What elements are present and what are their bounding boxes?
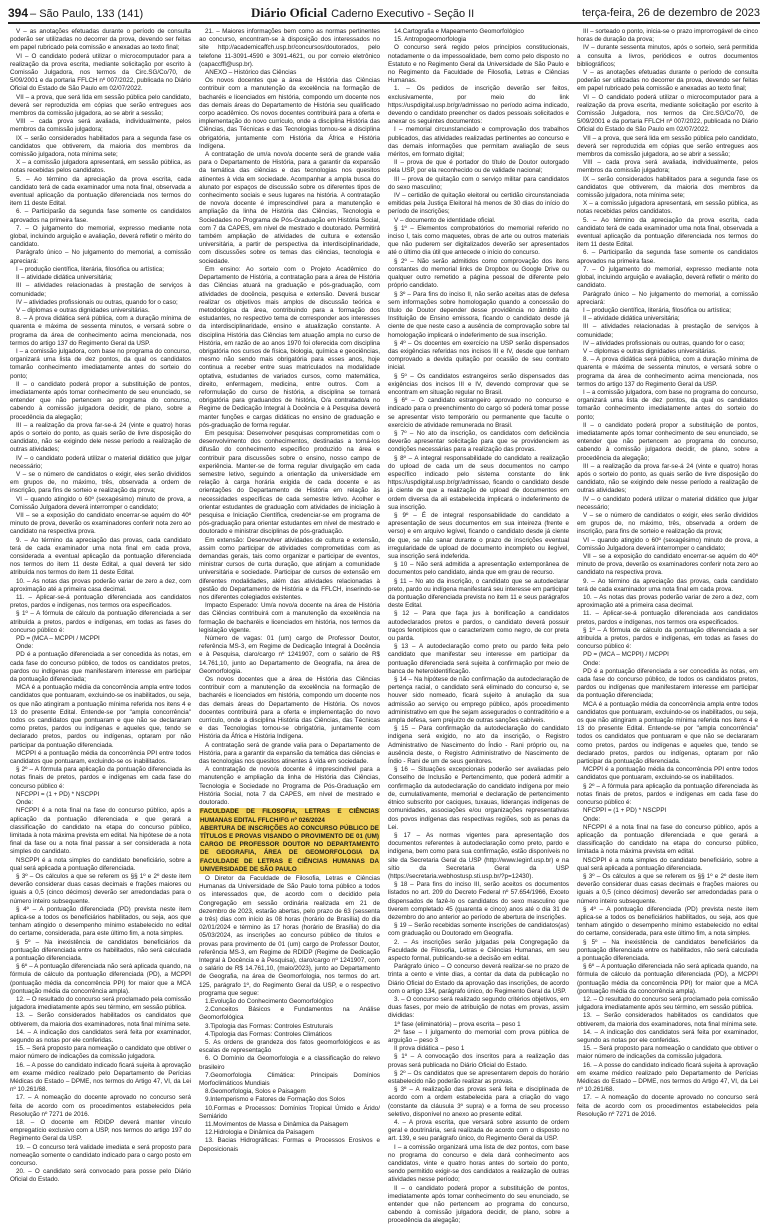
paragraph: 10.Formas e Processos: Domínios Tropical Úmido e Árido/ Semiárido	[199, 1104, 380, 1120]
paragraph: 13. – Serão considerados habilitados os candidatos que obtiverem, da maioria dos examinadores, nota final mínima sete.	[10, 1012, 191, 1028]
paragraph: NFCPPI é a nota final na fase do concurso público, após a aplicação da pontuação diferenciada e que gerará a classificação do candidato na etapa do concurso público, limitada à nota máxima prevista em edital.	[577, 823, 758, 856]
paragraph: ABERTURA DE INSCRIÇÕES AO CONCURSO PÚBLICO DE TÍTULOS E PROVAS VISANDO O PROVIMENTO DE 01 (UM) CARGO DE PROFESSOR DOUTOR NO DEPARTAMENTO DE GEOGRAFIA, ÁREA DE GEOMORFOLOGIA DA FACULDADE DE LETRAS E CIÊNCIAS HUMANAS DA UNIVERSIDADE DE SÃO PAULO	[200, 824, 379, 873]
paragraph: PD = (MCA – MCPPI) / MCPPI	[583, 651, 669, 659]
paragraph: V – as anotações efetuadas durante o período de consulta poderão ser utilizadas no decorrer da prova, devendo ser feitas em papel rubricado pela comissão e anexadas ao texto final;	[10, 28, 191, 52]
paragraph: MCA é a pontuação média da concorrência ampla entre todos candidatos que pontuaram, excluindo-se os inabilitados, ou seja, os que não atingiram a pontuação mínima referida nos itens 4 e 13 do presente Edital. Entende-se por "ampla concorrência" todos os candidatos que pontuaram e que não se declararam como pretos, pardos ou indígenas e aqueles que, tendo se declarado pretos, pardos ou indígenas, optaram por não participar da pontuação diferenciada.	[10, 684, 191, 749]
paragraph: IV – certidão de quitação eleitoral ou certidão circunstanciada emitidas pela Justiça Eleitoral há menos de 30 dias do início do período de inscrições;	[388, 192, 569, 216]
paragraph: 17. – A nomeação do docente aprovado no concurso será feita de acordo com os procedimentos estabelecidos pela Resolução nº 7271 de 2016.	[10, 1094, 191, 1118]
paragraph: ANEXO – Histórico das Ciências	[205, 69, 297, 77]
paragraph: I – memorial circunstanciado e comprovação dos trabalhos publicados, das atividades realizadas pertinentes ao concurso e das demais informações que permitam avaliação de seus méritos, em formato digital;	[388, 126, 569, 159]
paragraph: 14. – A indicação dos candidatos será feita por examinador, segundo as notas por ele conferidas.	[577, 1028, 758, 1044]
paragraph: 16. – A posse do candidato indicado ficará sujeita à aprovação em exame médico realizado pelo Departamento de Perícias Médicas do Estado – DPME, nos termos do Artigo 47, VI, da Lei nº 10.261/68.	[577, 1061, 758, 1094]
paragraph: § 3º – Os cálculos a que se referem os §§ 1º e 2º deste item deverão considerar duas casas decimais e frações maiores ou iguais a 0,5 (cinco décimos) deverão ser arredondadas para o número inteiro subsequente.	[10, 872, 191, 905]
header-location: – São Paulo, 133 (141)	[30, 8, 144, 20]
paragraph: PD é a pontuação diferenciada a ser concedida às notas, em cada fase do concurso público, de todos os candidatos pretos, pardos ou indígenas que manifestarem interesse em participar da pontuação diferenciada;	[10, 651, 191, 684]
paragraph: X – a comissão julgadora apresentará, em sessão pública, as notas recebidas pelos candidatos.	[10, 159, 191, 175]
paragraph: 2.Conceitos Básicos e Fundamentos na Análise Geomorfológica	[199, 1006, 380, 1022]
paragraph: § 6º – A pontuação diferenciada não será aplicada quando, na fórmula de cálculo da pontuação diferenciada (PD), a MCPPI (pontuação média da concorrência PPI) for maior que a MCA (pontuação média da concorrência ampla).	[577, 963, 758, 995]
paragraph: § 17 – As normas vigentes para apresentação dos documentos referentes à autodeclaração como preto, pardo e indígena, bem como para sua confirmação, estão disponíveis no site da Secretaria Geral da USP (http://www.leginf.usp.br) e na sítio da Secretaria Geral da USP (https://secretaria.webhostusp.sti.usp.br/?p=12430).	[388, 831, 569, 880]
paragraph: § 16 – Situações excepcionais poderão ser avaliadas pelo Conselho de Inclusão e Pertencimento, que poderá admitir a confirmação da autodeclaração do candidato indígena por meio de, cumulativamente, memorial e declaração de pertencimento étnico subscrito por caciques, tuxauas, lideranças indígenas de comunidades, associações e/ou organizações representativas dos povos indígenas das respectivas regiões, sob as penas da Lei.	[388, 766, 569, 831]
paragraph: Onde:	[16, 643, 34, 651]
paragraph: VI – O candidato poderá utilizar o microcomputador para a realização da prova escrita, mediante solicitação por escrito à Comissão Julgadora, nos termos da Circ.SG/Co/70, de 5/09/2001 e da portaria FFLCH nº 007/2022, publicada no Diário Oficial do Estado de São Paulo em 02/07/2022.	[577, 93, 758, 134]
paragraph: 19. – O concurso terá validade imediata e será proposto para nomeação somente o candidato indicado para o cargo posto em concurso.	[10, 1143, 191, 1168]
paragraph: MCA é a pontuação média da concorrência ampla entre todos candidatos que pontuaram, excluindo-se os inabilitados, ou seja, os que não atingiram a pontuação mínima referida nos itens 4 e 13 do presente Edital. Entende-se por "ampla concorrência" todos os candidatos que pontuaram e que não se declararam como pretos, pardos ou indígenas e aqueles que, tendo se declarado pretos, pardos ou indígenas, optaram por não participar da pontuação diferenciada.	[577, 700, 758, 766]
paragraph: 6. – Participarão da segunda fase somente os candidatos aprovados na primeira fase.	[577, 249, 758, 265]
paragraph: FACULDADE DE FILOSOFIA, LETRAS E CIÊNCIAS HUMANAS EDITAL FFLCH/FG nº 026/2024	[200, 808, 379, 824]
paragraph: IX – serão considerados habilitados para a segunda fase os candidatos que obtiverem, da maioria dos membros da comissão julgadora, nota mínima sete;	[10, 134, 191, 159]
paragraph: § 3º – A realização das provas será feita e disciplinada de acordo com a ordem estabelecida para a criação do vago (constante da cláusula 3º supra) e a forma de seu processo seletivo, disponível no anexo ao presente edital.	[388, 1086, 569, 1118]
paragraph: 7.Geomorfologia Climática: Principais Domínios Morfoclimáticos Mundiais	[199, 1071, 380, 1087]
paragraph: 11.Movimentos de Massa e Dinâmica da Paisagem	[205, 1121, 349, 1129]
header-left	[8, 6, 143, 20]
paragraph: VII – a prova, que será lida em sessão pública pelo candidato, deverá ser reproduzida em cópias que serão entregues aos membros da comissão julgadora, ao se abrir a sessão;	[10, 93, 191, 118]
paragraph: I – produção científica, literária, filosófica ou artística;	[583, 306, 732, 314]
paragraph: Impacto Esperado: Um/a novo/a docente na área de História das Ciências contribuirá com a manutenção da excelência na formação de bacharéis e licenciados em história, nos termos da legislação vigente.	[199, 602, 380, 634]
paragraph: § 2º – A fórmula para aplicação da pontuação diferenciada às notas finais de pretos, pardos e indígenas em cada fase do concurso público é:	[10, 766, 191, 790]
paragraph: Em pesquisa: Desenvolver pesquisas comprometidas com o desenvolvimento dos conhecimentos, destinadas a torná-los difusão do conhecimento específico produzido na área e contribuir para discussões sobre o ensino, nosso campo de experiência. Manter-se de forma regular divulgação em cada semestre letivo, seguindo a orientação da universidade em relação à carga horária exigida de cada docente e as orientações do Departamento de História em relação às necessidades específicas de cada semestre letivo. Acolher e orientar estudantes de graduação com atividades de iniciação à pesquisa e Iniciação Científica, credenciar-se em programa de pós-graduação para orientar estudantes em nível de mestrado e doutorado e ministrar disciplinas de pós-graduação.	[199, 429, 380, 536]
paragraph: § 6º – O candidato estrangeiro aprovado no concurso e indicado para o preenchimento do cargo só poderá tomar posse se apresentar visto temporário ou permanente que faculte o exercício de atividade remunerada no Brasil.	[388, 397, 569, 429]
paragraph: VIII – cada prova será avaliada, individualmente, pelos membros da comissão julgadora;	[10, 118, 191, 134]
paragraph: 13. – Serão considerados habilitados os candidatos que obtiverem, da maioria dos examinadores, nota final mínima sete.	[577, 1012, 758, 1028]
paragraph: 21. – Maiores informações bem como as normas pertinentes ao concurso, encontram-se à disposição dos interessados no site http://academicaffch.usp.br/concursos/doutorados, pelo telefone 11-3091-4590 e 3091-4621, ou por correio eletrônico (capaccffl@usp.br).	[199, 28, 380, 68]
paragraph: 8. – A prova didática será pública, com a duração mínima de quarenta e máxima de sessenta minutos, e versará sobre o programa da área de conhecimento acima mencionada, nos termos do artigo 137 do Regimento Geral da USP.	[10, 315, 191, 347]
paragraph: 12. – O resultado do concurso será proclamado pela comissão julgadora imediatamente após seu término, em sessão pública.	[577, 995, 759, 1012]
paragraph: II – atividade didática universitária;	[16, 274, 113, 282]
paragraph: 13. Bacias Hidrográficas: Formas e Processos Erosivos e Deposicionais	[199, 1137, 380, 1153]
paragraph: NFCPPI = (1 + PD) * NSCPPI	[16, 790, 100, 798]
paragraph: IX – serão considerados habilitados para a segunda fase os candidatos que obtiverem, da maioria dos membros da comissão julgadora, nota mínima sete;	[577, 175, 758, 200]
column-1-body	[10, 28, 191, 1185]
column-2-body	[199, 28, 380, 807]
paragraph: Onde:	[16, 799, 34, 807]
paragraph: VI – quando atingido o 60º (sexagésimo) minuto de prova, a Comissão Julgadora deverá interromper o candidato;	[10, 495, 191, 511]
paragraph: Parágrafo único – No julgamento do memorial, a comissão apreciará:	[10, 249, 191, 265]
paragraph: § 13 – A autodeclaração como preto ou pardo feita pelo candidato que manifestar seu interesse em participar da pontuação diferenciada será sujeita à confirmação por meio de banca de heteroidentificação.	[388, 643, 569, 675]
paragraph: PD é a pontuação diferenciada a ser concedida às notas, em cada fase do concurso público, de todos os candidatos pretos, pardos ou indígenas que manifestarem interesse em participar da pontuação diferenciada;	[577, 667, 758, 700]
paragraph: MCPPI é a pontuação média da concorrência PPI entre todos candidatos que pontuaram, excluindo-se os inabilitados.	[10, 749, 191, 766]
paragraph: II – o candidato poderá propor a substituição de pontos, imediatamente após tomar conhecimento de seu enunciado, se entender que não pertencem ao programa do concurso, cabendo à comissão julgadora decidir, de plano, sobre a procedência da alegação;	[577, 421, 758, 462]
paragraph: IV – atividades profissionais ou outras, quando for o caso;	[583, 339, 745, 347]
paragraph: I – a comissão julgadora, com base no programa do concurso, organizará uma lista de dez pontos, da qual os candidatos tomarão conhecimento imediatamente antes do sorteio do ponto;	[10, 347, 191, 380]
paragraph: § 19 – Serão recebidas somente inscrições de candidatos(as) com graduação ou Doutorado em Geografia.	[388, 922, 569, 938]
column-3	[388, 28, 569, 1225]
paragraph: NSCPPI é a nota simples do candidato beneficiário, sobre a qual será aplicada a pontuação diferenciada.	[10, 856, 191, 872]
paragraph: § 12 – Para que faça jus à bonificação a candidatos autodeclarados pretos e pardos, o candidato deverá possuir traços fenotípicos que o caracterizem como negro, de cor preta ou parda.	[388, 610, 569, 643]
paragraph: I – a comissão organizará uma lista de dez pontos, com base no programa do concurso e dela dará conhecimento aos candidatos, vinte e quatro horas antes do sorteio do ponto, sendo permitido exigir-se dos candidatos a realização de outras atividades nesse período;	[388, 1143, 569, 1184]
paragraph: § 2º – Não serão admitidos como comprovação dos itens constantes do memorial links de Dropbox ou Google Drive ou qualquer outro remetido a página pessoal de diferente pelo próprio candidato.	[388, 257, 569, 290]
journal-title: Diário Oficial	[250, 5, 328, 20]
paragraph: § 7º – No ato da inscrição, os candidatos com deficiência deverão apresentar solicitação para que se providenciem as condições necessárias para a realização das provas.	[388, 429, 569, 454]
paragraph: 6. – Participarão da segunda fase somente os candidatos aprovados na primeira fase.	[10, 208, 191, 224]
paragraph: I – a comissão julgadora, com base no programa do concurso, organizará uma lista de dez pontos, da qual os candidatos tomarão conhecimento imediatamente antes do sorteio do ponto;	[577, 388, 758, 421]
paragraph: VII – se a exposição do candidato encerrar-se aquém do 40º minuto de prova, deverão os examinadores conferir nota zero ao candidato na respectiva prova.	[577, 553, 758, 577]
paragraph: 5. – Ao término da apreciação da prova escrita, cada candidato terá de cada examinador uma nota final, observada a eventual aplicação da pontuação diferenciada nos termos do item 11 deste Edital.	[10, 175, 191, 208]
paragraph: II – prova de que é portador do título de Doutor outorgado pela USP, por ela reconhecido ou de validade nacional;	[388, 159, 569, 175]
paragraph: III – sorteado o ponto, inicia-se o prazo improrrogável de cinco horas de duração da prova;	[577, 28, 758, 44]
column-2-body-after	[199, 875, 380, 1154]
paragraph: § 5º – Na inexistência de candidatos beneficiários da pontuação diferenciada entre os habilitados, não será calculada a pontuação diferenciada.	[577, 938, 758, 962]
paragraph: 9. – Ao término da apreciação das provas, cada candidato terá de cada examinador uma nota final em cada prova, considerada a eventual aplicação da pontuação diferenciada nos termos do item 11 deste Edital, a qual deverá ter sido atribuída nos termos do item 11 deste Edital.	[10, 536, 191, 577]
paragraph: A contratação de novo/a docente é imprescindível para a manutenção e ampliação da linha de História das Ciências, Tecnologia e Sociedade no Programa de Pós-Graduação em História Social, nota 7 da CAPES, em nível de mestrado e doutorado.	[199, 766, 380, 807]
paragraph: VII – a prova, que será lida em sessão pública pelo candidato, deverá ser reproduzida em cópias que serão entregues aos membros da comissão julgadora, ao se abrir a sessão;	[577, 134, 758, 159]
paragraph: IV – durante sessenta minutos, após o sorteio, será permitida a consulta a livros, periódicos e outros documentos bibliográficos;	[577, 44, 758, 68]
paragraph: 10. – As notas das provas poderão variar de zero a dez, com aproximação até a primeira casa decimal.	[10, 577, 191, 593]
column-4	[577, 28, 759, 1118]
paragraph: § 5º – Na inexistência de candidatos beneficiários da pontuação diferenciada entre os habilitados, não será calculada a pontuação diferenciada.	[10, 938, 191, 962]
paragraph: § 10 – Não será admitida a apresentação extemporânea de documentos pelo candidato, ainda que em grau de recurso.	[388, 561, 569, 577]
paragraph: 1ª fase (eliminatória) – prova escrita – peso 1	[394, 1020, 521, 1028]
paragraph: II – o candidato poderá propor a substituição de pontos, imediatamente após tomar conhecimento de seu enunciado, se entender que não pertencem ao programa do concurso, cabendo à comissão julgadora decidir, de plano, sobre a procedência da alegação;	[10, 380, 191, 421]
page-number: 394	[8, 6, 29, 20]
paragraph: Os novos docentes que a área de História das Ciências contribuir com a manutenção da excelência na formação de bacharéis e licenciados em história, compondo um docente nos das demais áreas do Departamento de História. Os novos docentes contribuirá para a oferta e implementação do novo currículo, onde a disciplina História das Ciências, das Técnicas e das Tecnologias tornou-se obrigatória, juntamente com História da África e História Indígena.	[199, 676, 380, 741]
paragraph: NFCPPI é a nota final na fase do concurso público, após a aplicação da pontuação diferenciada e que gerará a classificação do candidato na etapa do concurso público, limitada à nota máxima prevista em edital. Na hipótese de a nota final da fase ou a nota final passar a ser considerada a nota simples do candidato.	[10, 807, 191, 856]
paragraph: Em extensão: Desenvolver atividades de cultura e extensão, assim como participar de atividades comprometidas com as demandas gerais, tais como organizar e participar de eventos, ministrar cursos de curta duração, que atinjam a comunidade universitária e sociedade. Participar de cursos de extensão em diferentes modalidades, além das atividades relacionadas à gestão do Departamento de História e da FFLCH, inserindo-se nos diferentes colegiados existentes.	[199, 536, 380, 602]
paragraph: 4.Tipologia das Formas: Controles Climáticos	[205, 1030, 332, 1038]
paragraph: III – atividades relacionadas à prestação de serviços à comunidade;	[577, 323, 758, 339]
paragraph: I – produção científica, literária, filosófica ou artística;	[16, 265, 165, 273]
paragraph: § 1º – Elementos comprobatórios do memorial referido no inciso I, tais como maquetes, obras de arte ou outros materiais que não puderem ser digitalizados deverão ser apresentados até o último dia útil que antecede o início do concurso.	[388, 224, 569, 257]
edital-notice-highlight	[199, 808, 380, 874]
paragraph: 2. – As inscrições serão julgadas pela Congregação da Faculdade de Filosofia, Letras e Ciências Humanas, em seu aspecto formal, publicando-se a decisão em edital.	[388, 938, 569, 962]
paragraph: MCPPI é a pontuação média da concorrência PPI entre todos candidatos que pontuaram, excluindo-se os inabilitados.	[577, 766, 758, 782]
paragraph: § 4º – A pontuação diferenciada (PD) prevista neste item aplica-se a todos os beneficiários habilitados, ou seja, aos que tenham atingido o desempenho mínimo estabelecido no edital do certame, considerada, para este último fim, a nota simples.	[577, 905, 758, 938]
paragraph: VI – O candidato poderá utilizar o microcomputador para a realização da prova escrita, mediante solicitação por escrito à Comissão Julgadora, nos termos da Circ.SG/Co/70, de 5/09/2001 e da portaria FFLCH nº 007/2022, publicada no Diário Oficial do Estado de São Paulo em 02/07/2022.	[10, 52, 191, 93]
paragraph: 7. – O julgamento do memorial, expresso mediante nota global, incluindo arguição e avaliação, deverá refletir o mérito do candidato.	[577, 265, 758, 290]
paragraph: § 1º – A fórmula de cálculo da pontuação diferenciada a ser atribuída a pretos, pardos e indígenas, em todas as fases do concurso público é:	[577, 626, 758, 651]
paragraph: V – se o número de candidatos o exigir, eles serão divididos em grupos de, no máximo, três, observada a ordem de inscrição, para fins de sorteio e realização da prova;	[10, 470, 191, 495]
paragraph: VI – quando atingido o 60º (sexagésimo) minuto de prova, a Comissão Julgadora deverá interromper o candidato;	[577, 536, 758, 552]
paragraph: § 1º – A fórmula de cálculo da pontuação diferenciada a ser atribuída a pretos, pardos e indígenas, em todas as fases do concurso público é:	[10, 610, 191, 634]
paragraph: § 2º – Os candidatos que se apresentarem depois do horário estabelecido não poderão realizar as provas.	[388, 1069, 569, 1085]
header-date: terça-feira, 26 de dezembro de 2023	[582, 7, 760, 19]
paragraph: § 4º – A pontuação diferenciada (PD) prevista neste item aplica-se a todos os beneficiários habilitados, ou seja, aos que tenham atingido o desempenho mínimo estabelecido no edital do certame, considerada, para este último fim, a nota simples.	[10, 905, 191, 938]
paragraph: 5. – Ao término da apreciação da prova escrita, cada candidato terá de cada examinador uma nota final, observada a eventual aplicação da pontuação diferenciada nos termos do item 11 deste Edital.	[577, 216, 758, 249]
paragraph: 5. As ordens de grandeza dos fatos geomorfológicos e as escalas de representação	[199, 1038, 380, 1055]
paragraph: § 3º – Os cálculos a que se referem os §§ 1º e 2º deste item deverão considerar duas casas decimais e frações maiores ou iguais a 0,5 (cinco décimos) deverão ser arredondadas para o número inteiro subsequente.	[577, 872, 758, 905]
paragraph: V – documento de identidade oficial.	[394, 216, 496, 224]
paragraph: 3.Tipologia das Formas: Controles Estruturais	[205, 1022, 333, 1030]
paragraph: V – as anotações efetuadas durante o período de consulta poderão ser utilizadas no decorrer da prova, devendo ser feitas em papel rubricado pela comissão e anexadas ao texto final;	[577, 69, 758, 93]
paragraph: 9. – Ao término da apreciação das provas, cada candidato terá de cada examinador uma nota final em cada prova.	[577, 577, 758, 593]
paragraph: 15. – Será proposto para nomeação o candidato que obtiver o maior número de indicações da comissão julgadora.	[10, 1045, 191, 1061]
paragraph: V – diplomas e outras dignidades universitárias.	[583, 347, 717, 355]
paragraph: § 8º – A integral responsabilidade do candidato a realização do upload de cada um de seus documentos no campo específico indicado pelo sistema constante do link https://uspdigital.usp.br/gr/admissao, ficando o candidato desde já ciente de que a realização de upload de documentos em ordem diversa da ali estabelecida implicará o indeferimento de sua inscrição.	[388, 454, 569, 511]
paragraph: 3. – O concurso será realizado segundo critérios objetivos, em duas fases, por meio de atribuição de notas em provas, assim divididas:	[388, 995, 569, 1020]
paragraph: § 1º – A convocação dos inscritos para a realização das provas será publicada no Diário Oficial do Estado.	[388, 1053, 569, 1069]
paragraph: § 9º – É de integral responsabilidade do candidato a apresentação de seus documentos em sua inteireza (frente e verso) e em arquivo legível, ficando o candidato desde já ciente de que, se não sanar durante o prazo de inscrições eventual irregularidade de upload de documento incompleto ou ilegível, sua inscrição será indeferida.	[388, 511, 569, 560]
paragraph: 2ª fase – I julgamento do memorial com prova pública de arguição – peso 3	[388, 1028, 569, 1044]
paragraph: 7. – O julgamento do memorial, expresso mediante nota global, incluindo arguição e avaliação, deverá refletir o mérito do candidato.	[10, 224, 191, 249]
paragraph: 4. – A prova escrita, que versará sobre assunto de ordem geral e doutrinária, será realizada de acordo com o disposto no art. 139, e seu parágrafo único, do Regimento Geral da USP.	[388, 1119, 569, 1143]
paragraph: NFCPPI = (1 + PD) * NSCPPI	[583, 807, 667, 815]
paragraph: X – a comissão julgadora apresentará, em sessão pública, as notas recebidas pelos candidatos.	[577, 200, 758, 216]
paragraph: 17. – A nomeação do docente aprovado no concurso será feita de acordo com os procedimentos estabelecidos pela Resolução nº 7271 de 2016.	[577, 1094, 758, 1118]
paragraph: 14. – A indicação dos candidatos será feita por examinador, segundo as notas por ele conferidas.	[10, 1028, 191, 1044]
paragraph: 14.Cartografia e Mapeamento Geomorfológico	[394, 28, 524, 35]
paragraph: § 4º – Os docentes em exercício na USP serão dispensados das exigências referidas nos incisos III e IV, desde que tenham comprovado a devida quitação por ocasião de seu contrato inicial.	[388, 339, 569, 372]
paragraph: 9.Intemperismo e Fatores de Formação dos Solos	[205, 1096, 345, 1104]
paragraph: O concurso será regido pelos princípios constitucionais, notadamente o da impessoalidade, bem como pelo disposto no Estatuto e no Regimento Geral da Universidade de São Paulo e no Regimento da Faculdade de Filosofia, Letras e Ciências Humanas.	[388, 44, 569, 85]
column-3-body	[388, 28, 569, 1226]
paragraph: NSCPPI é a nota simples do candidato beneficiário, sobre a qual será aplicada a pontuação diferenciada.	[577, 856, 758, 872]
paragraph: Onde:	[583, 815, 601, 823]
paragraph: IV – atividades profissionais ou outras, quando for o caso;	[16, 298, 178, 306]
page-header	[8, 6, 760, 24]
paragraph: § 15 – Para confirmação da autodeclaração do candidato indígena será exigido, no ato da inscrição, o Registro Administrativo de Nascimento do Índio - Rani próprio ou, na ausência deste, o Registro Administrativo de Nascimento de Índio - Rani de um de seus genitores.	[388, 725, 569, 766]
paragraph: 20. – O candidato será convocado para posse pelo Diário Oficial do Estado.	[10, 1168, 191, 1184]
journal-section: Caderno Executivo - Seção II	[331, 8, 475, 20]
text-columns	[10, 28, 759, 1225]
paragraph: Parágrafo único – O concurso deverá realizar-se no prazo de trinta a cento e vinte dias, a contar da data da publicação no Diário Oficial do Estado da aprovação das inscrições, de acordo com o artigo 134, parágrafo único, do Regimento Geral da USP.	[388, 963, 569, 995]
paragraph: 8.Geomorfologia, Solos e Paisagem	[205, 1088, 306, 1096]
paragraph: § 5º – Os candidatos estrangeiros serão dispensados das exigências dos incisos III e IV, devendo comprovar que se encontram em situação regular no Brasil.	[388, 372, 569, 396]
paragraph: § 14 – Na hipótese de não confirmação da autodeclaração de pertença racial, o candidato será eliminado do concurso e, se houver sido nomeado, ficará sujeito à anulação da sua admissão ao serviço ou emprego público, após procedimento administrativo em que lhe sejam assegurados o contraditório e a ampla defesa, sem prejuízo de outras sanções cabíveis.	[388, 676, 569, 725]
paragraph: 15. – Será proposto para nomeação o candidato que obtiver o maior número de indicações da comissão julgadora.	[577, 1045, 758, 1061]
paragraph: § 2º – A fórmula para aplicação da pontuação diferenciada às notas finais de pretos, pardos e indígenas em cada fase do concurso público é:	[577, 782, 758, 807]
paragraph: 10. – As notas das provas poderão variar de zero a dez, com aproximação até a primeira casa decimal.	[577, 594, 758, 610]
paragraph: 8. – A prova didática será pública, com a duração mínima de quarenta e máxima de sessenta minutos, e versará sobre o programa da área de conhecimento acima mencionada, nos termos do artigo 137 do Regimento Geral da USP.	[577, 356, 758, 388]
paragraph: 11. – Aplicar-se-á pontuação diferenciada aos candidatos pretos, pardos e indígenas, nos termos ora especificados.	[577, 610, 758, 626]
paragraph: O Diretor da Faculdade de Filosofia, Letras e Ciências Humanas da Universidade de São Paulo torna público a todos os interessados que, de acordo com o decidido pela Congregação em sessão ordinária realizada em 21 de dezembro de 2023, estarão abertas, pelo prazo de 63 (sessenta e três) dias com início às 08 horas (horário de Brasília) do dia 02/01/2024 e término às 17 horas (horário de Brasília) do dia 05/03/2024, as inscrições ao concurso público de títulos e provas para provimento de 01 (um) cargo de Professor Doutor, referência MS-3, em Regime de RDIDP (Regime de Dedicação Integral à Docência e à Pesquisa), claro/cargo nº 1241907, com o salário de R$ 14.761,10, (maio/2023), junto ao Departamento de Geografia, na área de Geomorfologia, nos termos do art. 125, parágrafo 1º, do Regimento Geral da USP, e o respectivo programa que segue:	[199, 874, 380, 997]
paragraph: Onde:	[583, 659, 601, 667]
paragraph: 1. – Os pedidos de inscrição deverão ser feitos, exclusivamente, por meio do link https://uspdigital.usp.br/gr/admissao no período acima indicado, devendo o candidato preencher os dados pessoais solicitados e anexar os seguintes documentos:	[388, 85, 569, 126]
paragraph: VIII – cada prova será avaliada, individualmente, pelos membros da comissão julgadora;	[577, 159, 758, 175]
paragraph: § 11 – No ato da inscrição, o candidato que se autodeclarar preto, pardo ou indígena manifestará seu interesse em participar da pontuação diferenciada prevista no item 11 e seus parágrafos deste Edital.	[388, 577, 569, 610]
paragraph: § 18 – Para fins do inciso III, serão aceitos os documentos listados no art. 209 do Decreto Federal nº 57.654/1966, Exceto dispensados de fazê-lo os candidatos do sexo masculino que tiverem completado 45 (quarenta e cinco) anos até o dia 31 de dezembro do ano anterior ao período de abertura de inscrições.	[388, 881, 569, 921]
paragraph: IV – o candidato poderá utilizar o material didático que julgar necessário;	[577, 495, 758, 511]
paragraph: PD = (MCA – MCPPI / MCPPI	[16, 635, 100, 643]
paragraph: VII – se a exposição do candidato encerrar-se aquém do 40º minuto de prova, deverão os examinadores conferir nota zero ao candidato na respectiva prova.	[10, 511, 191, 536]
paragraph: 12.Hidrologia e Dinâmica da Paisagem	[205, 1129, 314, 1137]
paragraph: IV – o candidato poderá utilizar o material didático que julgar necessário;	[10, 454, 191, 470]
paragraph: V – diplomas e outras dignidades universitárias.	[16, 306, 150, 314]
column-4-body	[577, 28, 758, 1119]
paragraph: II prova didática – peso 1	[394, 1045, 465, 1053]
header-center	[251, 5, 474, 21]
paragraph: III – a realização da prova far-se-á 24 (vinte e quatro) horas após o sorteio do ponto, as quais serão de livre disposição do candidato, não se exigindo dele nesse período a realização de outras atividades;	[10, 421, 191, 454]
paragraph: Número de vagas: 01 (um) cargo de Professor Doutor, referência MS-3, em Regime de Dedicação Integral à Docência e à Pesquisa, claro/cargo nº 1241907, com o salário de R$ 14.761,10, junto ao Departamento de Geografia, na área de Geomorfologia.	[199, 635, 380, 675]
paragraph: 15. Antropogeomorfologia	[394, 36, 467, 44]
paragraph: A contratação de um/a novo/a docente será de grande valia para o Departamento de História, para a garantir da expansão da temática das ciências e das tecnologias nos quesitos atinentes à vida em sociedade. Acompanhar a ampla busca do alunato por espaços de discussão sobre os diferentes tipos de conhecimento sociais e seus lugares na história. A contratação de novo/a docente é imprescindível para a manutenção e ampliação da linha de História das Ciências, Tecnologia e Sociedades no Programa de Pós-Graduação em História Social, com 7 da CAPES, em nível de mestrado e doutorado. Permitirá também ampliação de atividades de cultura e extensão universitária, a partir de perspectiva da interdisciplinaridade, com discussões sobre os temas das ciências, tecnologia e sociedade.	[199, 151, 380, 265]
paragraph: 1.Evolução do Conhecimento Geomorfológico	[205, 997, 334, 1005]
paragraph: III – atividades relacionadas à prestação de serviços à comunidade;	[10, 282, 191, 298]
paragraph: 18. – O docente em RDIDP deverá manter vínculo empregatício exclusivo com a USP, nos termos do artigo 197 do Regimento Geral da USP.	[10, 1119, 191, 1143]
column-2	[199, 28, 380, 1153]
paragraph: § 6º – A pontuação diferenciada não será aplicada quando, na fórmula de cálculo da pontuação diferenciada (PD), a MCPPI (pontuação média da concorrência PPI) for maior que a MCA (pontuação média da concorrência ampla).	[10, 963, 191, 995]
paragraph: 16. – A posse do candidato indicado ficará sujeita à aprovação em exame médico realizado pelo Departamento de Perícias Médicas do Estado – DPME, nos termos do Artigo 47, VI, da Lei nº 10.261/68.	[10, 1061, 191, 1094]
paragraph: II – atividade didática universitária;	[583, 315, 680, 323]
paragraph: 12. – O resultado do concurso será proclamado pela comissão julgadora imediatamente após seu término, em sessão pública.	[10, 995, 192, 1012]
paragraph: Os novos docentes que a área de História das Ciências contribuir com a manutenção da excelência na formação de bacharéis e licenciados em história, compondo um docente nos das demais áreas do Departamento de História seu qualificado corpo acadêmico. Os novos docentes contribuirá para a oferta e implementação do novo currículo, onde a disciplina História das Ciências, das Técnicas e das Tecnologias tornou-se a disciplina obrigatória, juntamente com História da África e História Indígena.	[199, 77, 380, 150]
column-1	[10, 28, 192, 1184]
paragraph: III – prova de quitação com o serviço militar para candidatos do sexo masculino;	[388, 175, 569, 191]
paragraph: Parágrafo único – No julgamento do memorial, a comissão apreciará:	[577, 290, 758, 306]
paragraph: V – se o número de candidatos o exigir, eles serão divididos em grupos de, no máximo, três, observada a ordem de inscrição, para fins de sorteio e realização da prova;	[577, 511, 758, 536]
paragraph: 6. O Domínio da Geomorfologia e a classificação do relevo brasileiro	[199, 1055, 380, 1071]
paragraph: II – o candidato poderá propor a substituição de pontos, imediatamente após tomar conhecimento do seu enunciado, se entender que não pertencem ao programa do concurso, cabendo à comissão julgadora decidir, de plano, sobre a procedência da alegação;	[388, 1184, 569, 1225]
paragraph: Em ensino: Ao sorteio com o Projeto Acadêmico do Departamento de História, a contratação para a área de História das Ciências atuará na graduação e pós-graduação, com atividades de docência, pesquisa e extensão. Deverá buscar realizar os objetivos mais amplos de discussão teórica e metodológica da área, contribuindo para a formação dos estudantes, no respectivo tema de corresponder aos interesses da interdisciplinaridade, ensino e atualização constante. A disciplina História das Ciências tem atuação ampla no curso de História, em razão de ao anos 1970 foi oferecida com disciplina obrigatória nos cursos de física, biologia, química e geociências, mesmo não sendo mais obrigatória para esses anos, hoje continua a receber entre suas matriculados na modalidade optativa, estudantes de variados cursos, como matemática, direito, enfermagem, medicina, entre outros. Com a reformulação do curso de história, a disciplina se tornará obrigatória para graduandos de história, O/a contratado/a no Regime de Dedicação Integral à Docência e à Pesquisa deverá manter funções e cargas didáticas no ensino de graduação e pós-graduação de forma regular.	[199, 265, 380, 429]
paragraph: III – a realização da prova far-se-á 24 (vinte e quatro) horas após o sorteio do ponto, as quais serão de livre disposição do candidato, não se exigindo dele nesse período a realização de outras atividades;	[577, 462, 758, 495]
paragraph: § 3º – Para fins do inciso II, não serão aceitas atas de defesa sem informações sobre homologação quando a concessão do título de Doutor depender desse providência no âmbito da Instituição de Ensino emissora, ficando o candidato desde já ciente de que neste caso a ausência de comprovação sobre tal homologação implicará o indeferimento de sua inscrição.	[388, 290, 569, 339]
paragraph: A contratação será de grande valia para o Departamento de História, para a garantir da expansão da temática das ciências e das tecnologias nos quesitos atinentes à vida em sociedade.	[199, 741, 380, 766]
paragraph: 11. – Aplicar-se-á pontuação diferenciada aos candidatos pretos, pardos e indígenas, nos termos ora especificados.	[10, 594, 191, 610]
